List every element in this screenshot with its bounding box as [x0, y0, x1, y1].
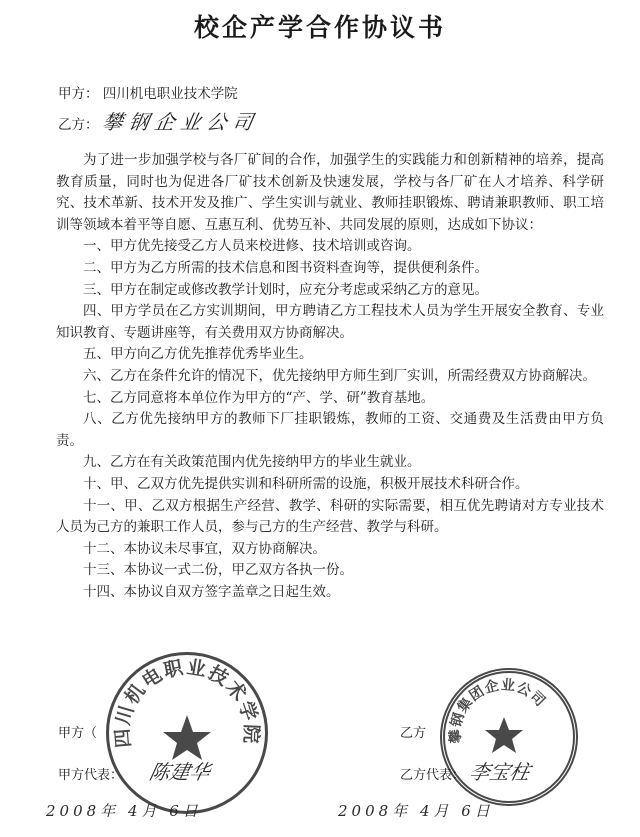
clause-9: 九、乙方在有关政策范围内优先接纳甲方的毕业生就业。 — [83, 454, 421, 471]
party-b-seal — [440, 668, 578, 806]
document-title: 校企产学合作协议书 — [193, 13, 446, 42]
clause-11: 十一、甲、乙双方根据生产经营、教学、科研的实际需要，相互优先聘请对方专业技术人员为己方的兼职工作人员，参与己方的生产经营、教学与科研。 — [56, 497, 604, 536]
party-b-name-handwritten: 攀钢企业公司 — [100, 110, 261, 134]
clause-2: 二、甲方为乙方所需的技术信息和图书资料查询等，提供便利条件。 — [83, 259, 488, 276]
star-icon — [163, 715, 211, 760]
party-b-rep-label: 乙方代表： — [400, 768, 466, 783]
clause-14: 十四、本协议自双方签字盖章之日起生效。 — [83, 583, 340, 600]
clause-1: 一、甲方优先接受乙方人员来校进修、技术培训或咨询。 — [83, 238, 421, 255]
party-b-seal-text: 攀钢集团企业公司 — [447, 677, 549, 744]
clause-3: 三、甲方在制定或修改教学计划时，应充分考虑或采纳乙方的意见。 — [83, 281, 488, 298]
clause-7: 七、乙方同意将本单位作为甲方的“产、学、研”教育基地。 — [83, 389, 435, 406]
party-b-seal-label: 乙方 — [400, 726, 427, 741]
agreement-body — [56, 150, 604, 603]
clause-4: 四、甲方学员在乙方实训期间，甲方聘请乙方工程技术人员为学生开展安全教育、专业知识教育、专题讲座等，有关费用双方协商解决。 — [56, 303, 604, 341]
party-b-line — [58, 106, 259, 135]
clause-12: 十二、本协议未尽事宜，双方协商解决。 — [83, 540, 326, 557]
clause-6: 六、乙方在条件允许的情况下，优先接纳甲方师生到厂实训，所需经费双方协商解决。 — [83, 367, 596, 384]
party-b-date: 2008年 4月 6日 — [338, 802, 494, 820]
party-a-seal-graphic — [109, 655, 265, 811]
party-a-label: 甲方： — [58, 86, 99, 102]
clause-8: 八、乙方优先接纳甲方的教师下厂挂职锻炼，教师的工资、交通费及生活费由甲方负责。 — [56, 411, 604, 449]
party-a-seal — [106, 652, 268, 814]
party-b-rep-signature: 李宝柱 — [467, 760, 533, 784]
party-b-label: 乙方： — [58, 117, 99, 133]
party-a-rep-label: 甲方代表： — [58, 768, 124, 783]
star-icon — [485, 717, 523, 753]
party-a-rep-signature: 陈建华 — [147, 760, 213, 784]
clause-10: 十、甲、乙双方优先提供实训和科研所需的设施，积极开展技术科研合作。 — [83, 475, 529, 492]
party-a-seal-text: 四川机电职业技术学院 — [111, 656, 263, 749]
party-a-seal-label: 甲方（ — [58, 726, 98, 741]
clause-13: 十三、本协议一式二份，甲乙双方各执一份。 — [83, 562, 353, 579]
party-a-date: 2008年 4月 6日 — [46, 802, 202, 820]
intro-paragraph: 为了进一步加强学校与各厂矿间的合作，加强学生的实践能力和创新精神的培养，提高教育质量，同时也为促进各厂矿技术创新及快速发展，学校与各厂矿在人才培养、科学研究、技术革新、技术开发及推广、学生实训与就业、教师挂职锻炼、聘请兼职教师、职工培训等领域本着平等自愿、互惠互利、优势互补、共同发展的原则，达成如下协议： — [56, 152, 604, 233]
party-a-line — [58, 82, 238, 102]
party-a-name: 四川机电职业技术学院 — [102, 86, 238, 102]
clause-5: 五、甲方向乙方优先推荐优秀毕业生。 — [83, 346, 313, 363]
